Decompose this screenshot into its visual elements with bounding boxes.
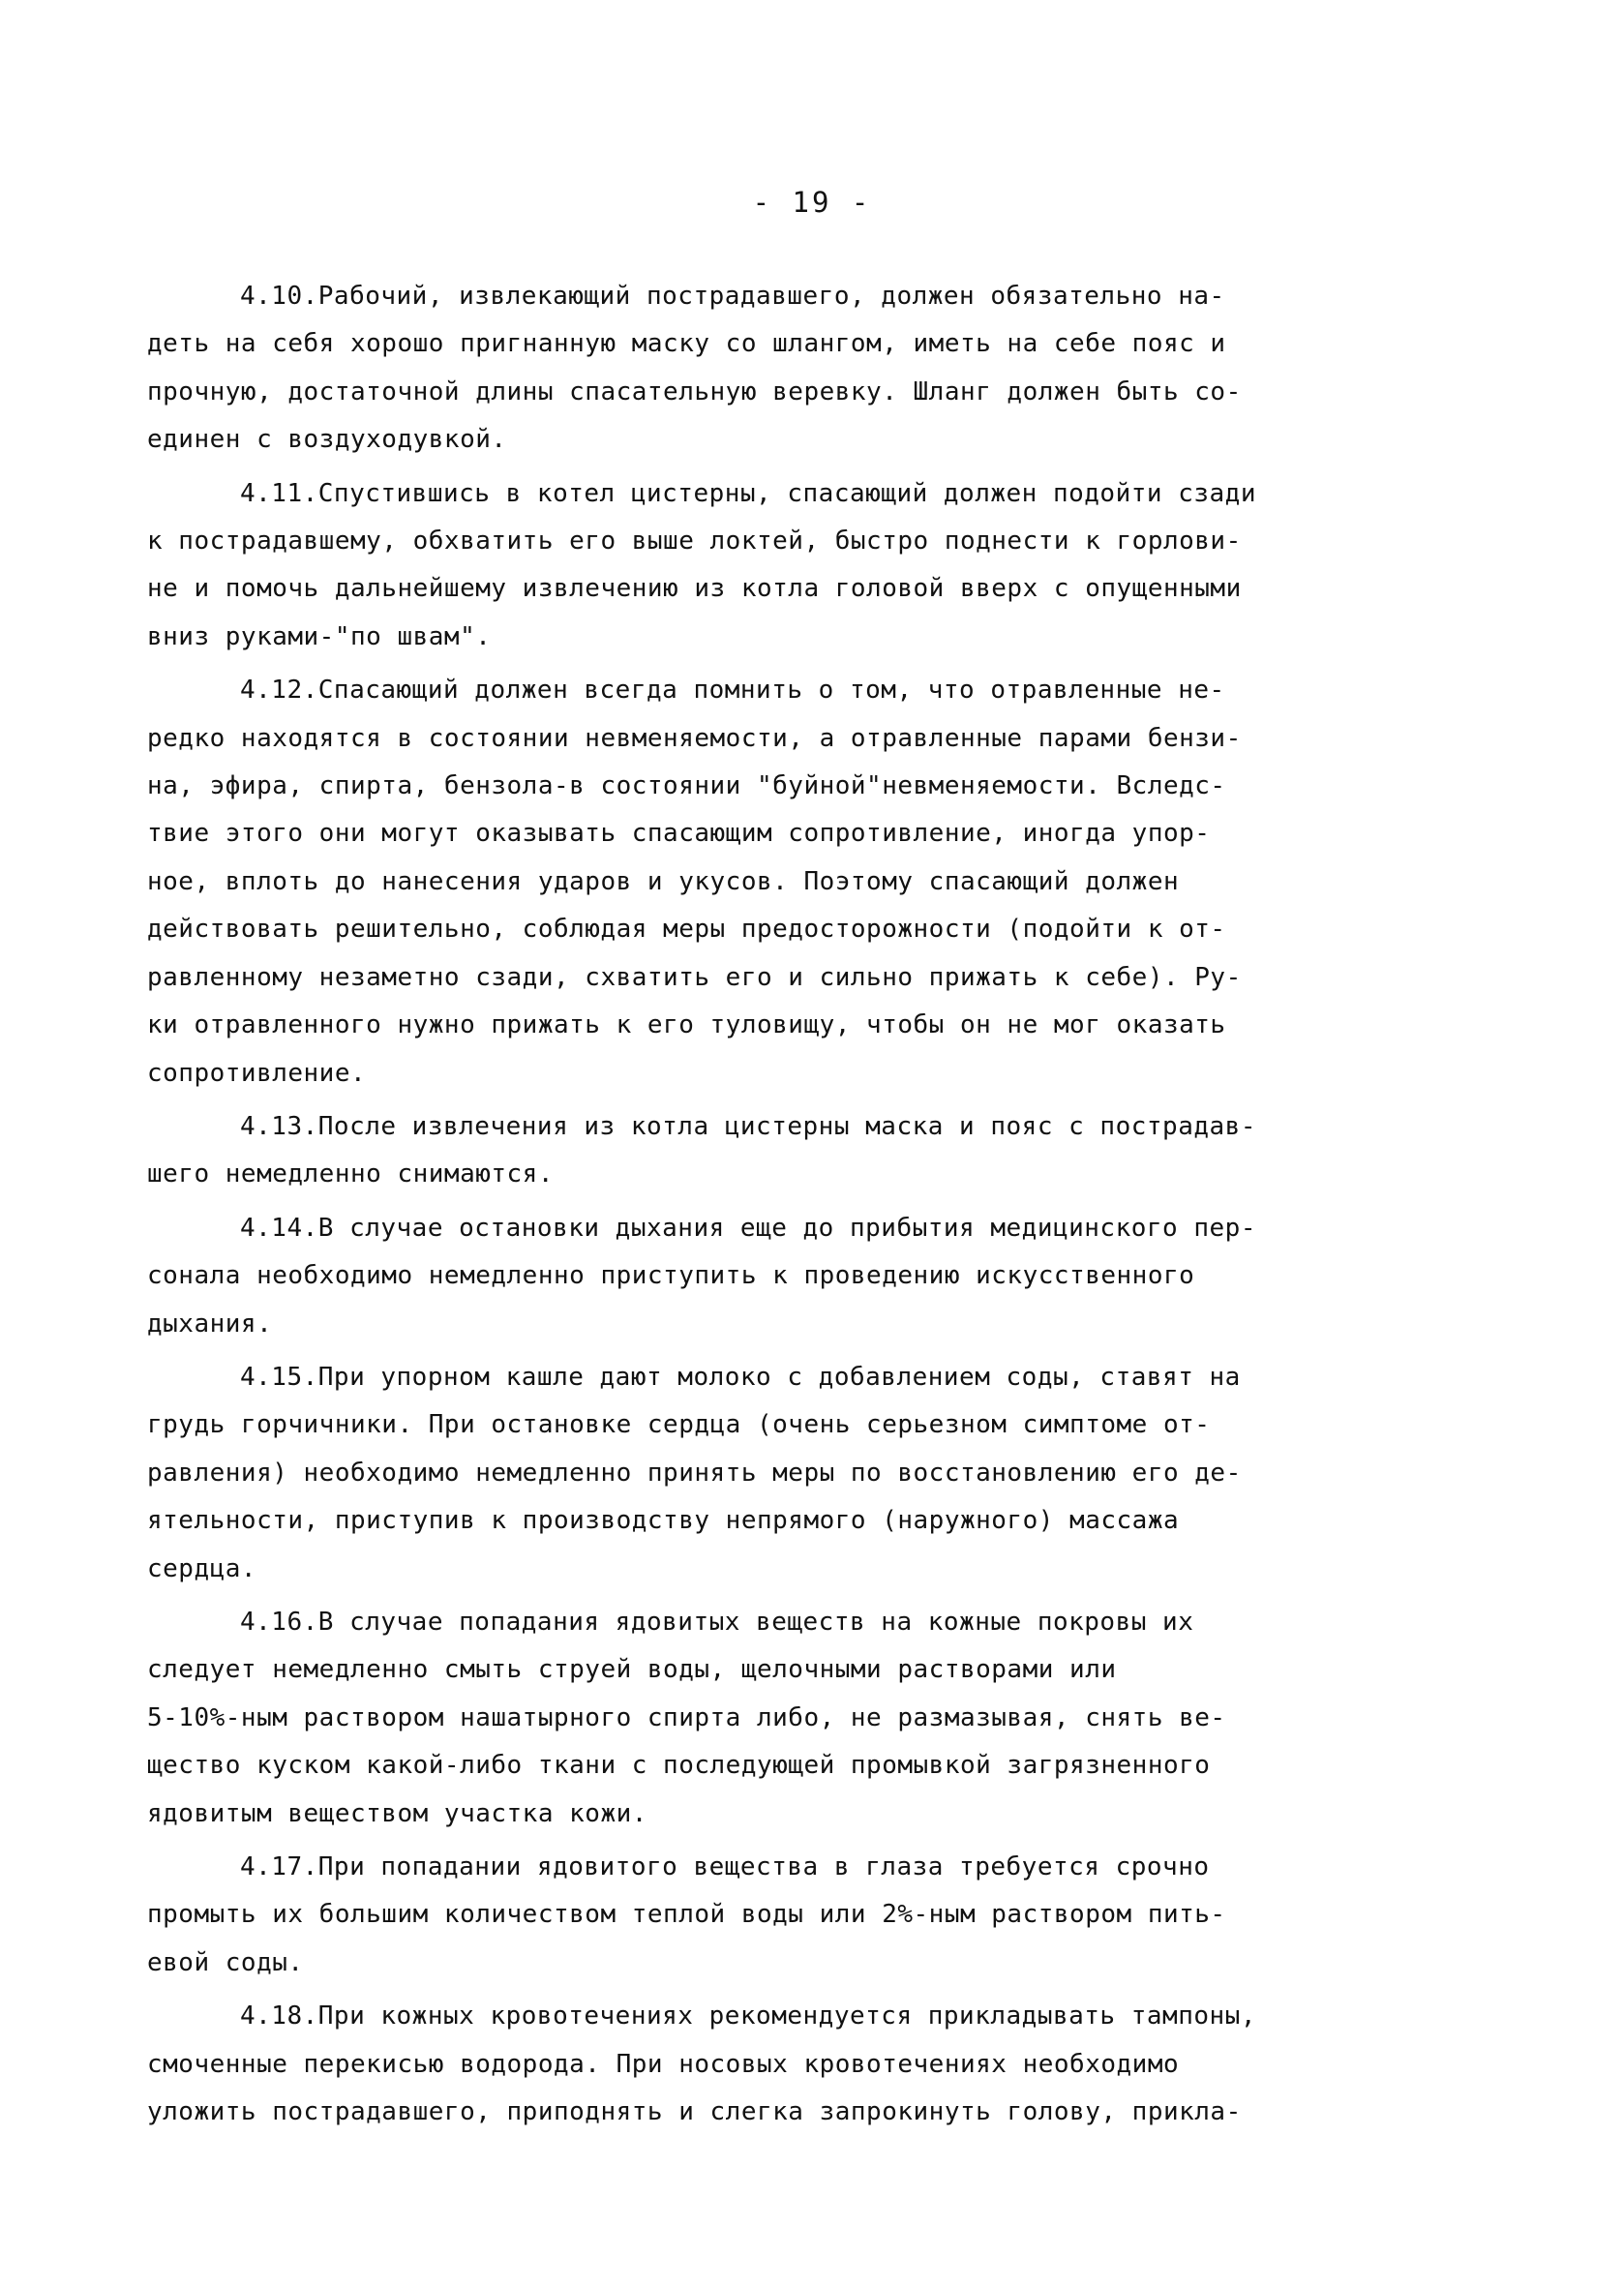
paragraph-4-15: 4.15.При упорном кашле дают молоко с добавлением соды, ставят на грудь горчичники. При остановке сердца (очень серьезном симптоме от- равления) необходимо немедленно принять меры по восстановлению его де- ятельности, приступив к производству непрямого (наружного) массажа сердца. — [147, 1362, 1242, 1583]
document-body — [147, 273, 1498, 2142]
paragraph-4-11: 4.11.Спустившись в котел цистерны, спасающий должен подойти сзади к пострадавшему, обхватить его выше локтей, быстро поднести к горлови- не и помочь дальнейшему извлечению из котла головой вверх с опущенными вниз руками-"по швам". — [147, 478, 1256, 651]
page-number: - 19 - — [752, 186, 872, 219]
paragraph-4-17: 4.17.При попадании ядовитого вещества в глаза требуется срочно промыть их большим количеством теплой воды или 2%-ным раствором пить- евой соды. — [147, 1852, 1226, 1977]
paragraph-4-18: 4.18.При кожных кровотечениях рекомендуется прикладывать тампоны, смоченные перекисью водорода. При носовых кровотечениях необходимо уложить пострадавшего, приподнять и слегка запрокинуть голову, прикла- — [147, 2001, 1256, 2127]
paragraph-4-10: 4.10.Рабочий, извлекающий пострадавшего, должен обязательно на- деть на себя хорошо пригнанную маску со шлангом, иметь на себе пояс и прочную, достаточной длины спасательную веревку. Шланг должен быть со- единен с воздуходувкой. — [147, 282, 1242, 455]
paragraph-4-13: 4.13.После извлечения из котла цистерны маска и пояс с пострадав- шего немедленно снимаются. — [147, 1111, 1256, 1189]
paragraph-4-14: 4.14.В случае остановки дыхания еще до прибытия медицинского пер- сонала необходимо немедленно приступить к проведению искусственного дыхания. — [147, 1213, 1256, 1339]
paragraph-4-12: 4.12.Спасающий должен всегда помнить о том, что отравленные не- редко находятся в состоянии невменяемости, а отравленные парами бензи- на, эфира, спирта, бензола-в состоянии "буйной"невменяемости. Вследс- твие этого они могут оказывать спасающим сопротивление, иногда упор- ное, вплоть до нанесения ударов и укусов. Поэтому спасающий должен действовать решительно, соблюдая меры предосторожности (подойти к от- равленному незаметно сзади, схватить его и сильно прижать к себе). Ру- ки отравленного нужно прижать к его туловищу, чтобы он не мог оказать сопротивление. — [147, 676, 1242, 1088]
paragraph-4-16: 4.16.В случае попадания ядовитых веществ на кожные покровы их следует немедленно смыть струей воды, щелочными растворами или 5-10%-ным раствором нашатырного спирта либо, не размазывая, снять ве- щество куском какой-либо ткани с последующей промывкой загрязненного ядовитым веществом участка кожи. — [147, 1607, 1226, 1828]
